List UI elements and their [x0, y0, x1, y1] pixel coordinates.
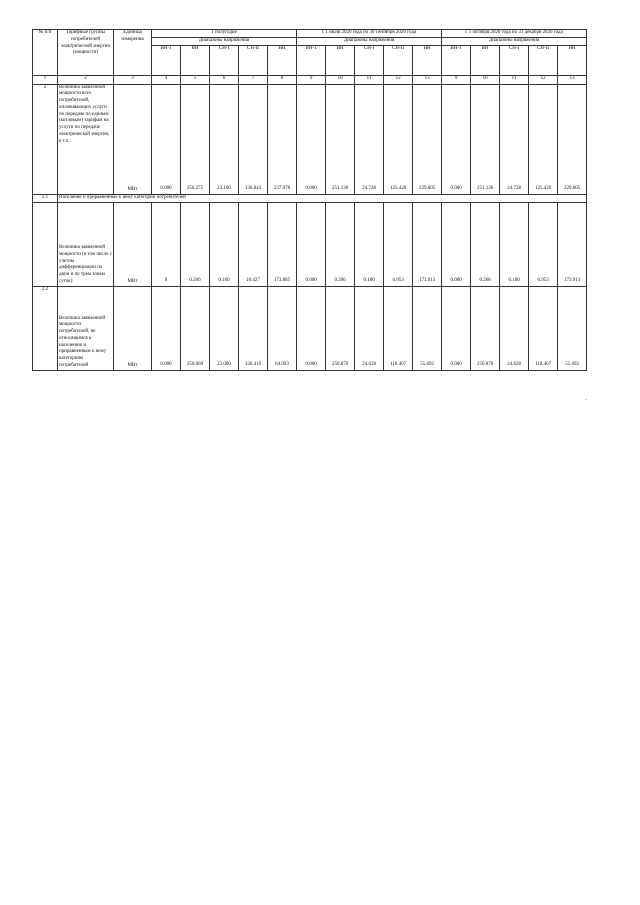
value-cell: 250.069 [181, 286, 210, 370]
table-row [33, 84, 587, 194]
tariff-table-document [32, 29, 585, 371]
row-unit: МВт [114, 84, 152, 194]
table-row [33, 286, 587, 370]
row-name: Величина заявленной мощности (в том числе с учетом дифференциации по двум и по трем зонам суток) [58, 202, 114, 286]
level-header: ВН-1 [152, 45, 181, 75]
value-cell: 173.885 [268, 202, 297, 286]
column-number-cell: 6 [210, 75, 239, 84]
column-number-cell: 2 [58, 75, 114, 84]
value-cell: 10.427 [239, 202, 268, 286]
value-cell: 250.870 [471, 286, 500, 370]
level-header: НН [558, 45, 587, 75]
column-number-row [33, 75, 587, 84]
column-number-cell: 13 [558, 75, 587, 84]
value-cell: 55.692 [413, 286, 442, 370]
level-header: НН [268, 45, 297, 75]
value-cell: 237.978 [268, 84, 297, 194]
column-number-cell: 7 [239, 75, 268, 84]
level-header: СН-I [500, 45, 529, 75]
level-header: НН [413, 45, 442, 75]
row-number-empty [33, 202, 58, 286]
header-voltage-2: Диапазоны напряжения [297, 37, 442, 45]
value-cell: 251.136 [471, 84, 500, 194]
header-unit: Единица измерения [114, 30, 152, 76]
value-cell: 0.206 [181, 202, 210, 286]
row-number: 2.1 [33, 194, 58, 202]
column-number-cell: 1 [33, 75, 58, 84]
value-cell: 0.000 [442, 286, 471, 370]
value-cell: 118.467 [384, 286, 413, 370]
value-cell: 23.000 [210, 286, 239, 370]
value-cell: 0.000 [152, 84, 181, 194]
value-cell: 250.275 [181, 84, 210, 194]
value-cell: 229.605 [413, 84, 442, 194]
row-name: Величина заявленной мощности потребителей, не относящимся к населению и приравненным к нему категориям потребителей [58, 286, 114, 370]
value-cell: 0.000 [442, 84, 471, 194]
header-period-2: с 1 июля 2020 года по 30 сентября 2020 года [297, 30, 442, 38]
value-cell: 0.266 [471, 202, 500, 286]
table-row [33, 202, 587, 286]
column-number-cell: 9 [297, 75, 326, 84]
row-unit: МВт [114, 202, 152, 286]
column-number-cell: 13 [413, 75, 442, 84]
value-cell: 0.266 [326, 202, 355, 286]
level-header: ВН [181, 45, 210, 75]
level-header: СН-II [384, 45, 413, 75]
value-cell: 0.000 [152, 286, 181, 370]
value-cell: 24.628 [500, 286, 529, 370]
value-cell: 0.000 [442, 202, 471, 286]
header-period-1: 1 полугодие [152, 30, 297, 38]
value-cell: 55.692 [558, 286, 587, 370]
column-number-cell: 10 [326, 75, 355, 84]
value-cell: 229.605 [558, 84, 587, 194]
section-heading-row [33, 194, 587, 202]
column-number-cell: 8 [268, 75, 297, 84]
column-number-cell: 4 [152, 75, 181, 84]
column-number-cell: 3 [114, 75, 152, 84]
value-cell: 126.416 [239, 286, 268, 370]
column-number-cell: 5 [181, 75, 210, 84]
value-cell: 250.870 [326, 286, 355, 370]
value-cell: 64.093 [268, 286, 297, 370]
value-cell: 24.728 [500, 84, 529, 194]
value-cell: 173.913 [558, 202, 587, 286]
column-number-cell: 12 [384, 75, 413, 84]
header-number: № п/п [33, 30, 58, 76]
level-header: СН-II [239, 45, 268, 75]
value-cell: 125.420 [384, 84, 413, 194]
value-cell: 6.953 [529, 202, 558, 286]
page-mark: " [585, 398, 587, 403]
row-number: 2 [33, 84, 58, 194]
header-group: Тарифные группы потребителей электрической энергии (мощности) [58, 30, 114, 76]
column-number-cell: 9 [442, 75, 471, 84]
value-cell: 24.728 [355, 84, 384, 194]
value-cell: 118.467 [529, 286, 558, 370]
value-cell: 173.913 [413, 202, 442, 286]
value-cell: 6.953 [384, 202, 413, 286]
tariff-table [32, 29, 587, 371]
column-number-cell: 10 [471, 75, 500, 84]
value-cell: 0.100 [210, 202, 239, 286]
value-cell: 136.843 [239, 84, 268, 194]
level-header: СН-I [210, 45, 239, 75]
value-cell: 0 [152, 202, 181, 286]
row-unit: МВт [114, 286, 152, 370]
level-header: ВН [471, 45, 500, 75]
column-number-cell: 11 [500, 75, 529, 84]
header-voltage-1: Диапазоны напряжения [152, 37, 297, 45]
column-number-cell: 11 [355, 75, 384, 84]
value-cell: 251.136 [326, 84, 355, 194]
header-period-3: с 1 октября 2020 года по 31 декабря 2020 года [442, 30, 587, 38]
row-name: Величина заявленной мощности всех потребителей, оплачивающих услуги по передаче по единым (котловым) тарифам на услуги по передаче электрической энергии, в т.ч.: [58, 84, 114, 194]
value-cell: 0.000 [297, 84, 326, 194]
level-header: ВН [326, 45, 355, 75]
value-cell: 125.420 [529, 84, 558, 194]
header-voltage-3: Диапазоны напряжения [442, 37, 587, 45]
value-cell: 24.628 [355, 286, 384, 370]
value-cell: 0.000 [297, 286, 326, 370]
level-header: СН-II [529, 45, 558, 75]
section-title: Население и приравненные к нему категории потребителей [58, 194, 587, 202]
level-header: ВН-1 [442, 45, 471, 75]
level-header: СН-I [355, 45, 384, 75]
value-cell: 23.100 [210, 84, 239, 194]
value-cell: 0.100 [355, 202, 384, 286]
value-cell: 0.000 [297, 202, 326, 286]
row-number: 2.2 [33, 286, 58, 370]
value-cell: 0.100 [500, 202, 529, 286]
level-header: ВН-1 [297, 45, 326, 75]
column-number-cell: 12 [529, 75, 558, 84]
